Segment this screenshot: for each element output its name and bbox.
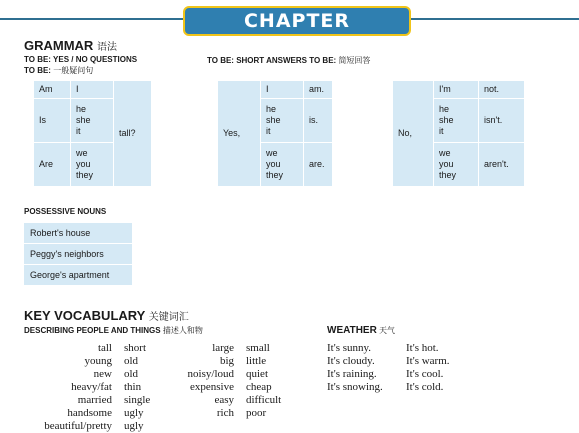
to-be-cn-subheading [24, 65, 93, 76]
vocab-word: handsome [67, 407, 112, 419]
grammar-title-cn: 语法 [96, 42, 117, 53]
question-verb: Am [34, 81, 71, 99]
weather-phrase: It's snowing. [327, 381, 383, 393]
answer-verb: aren't. [479, 143, 525, 187]
chapter-summary-banner: CHAPTER SUMMARY [183, 6, 411, 36]
question-end: tall? [114, 81, 152, 187]
weather-phrase: It's raining. [327, 368, 377, 380]
vocab-word: young [84, 355, 112, 367]
vocab-word: tall [97, 342, 112, 354]
vocab-word: little [246, 355, 267, 367]
answer-verb: am. [304, 81, 333, 99]
vocab-word: difficult [246, 394, 282, 406]
question-pronouns: we you they [71, 143, 114, 187]
vocab-word: old [124, 368, 139, 380]
possessive-item: Robert's house [24, 223, 132, 244]
yes-lead: Yes, [218, 81, 261, 187]
vocab-word: heavy/fat [71, 381, 112, 393]
answer-verb: are. [304, 143, 333, 187]
vocab-word: thin [124, 381, 142, 393]
vocab-word: ugly [124, 420, 144, 432]
weather-label: WEATHER [327, 325, 377, 336]
short-answers-cn: 简短回答 [338, 56, 371, 65]
questions-table [33, 80, 152, 187]
question-pronouns: I [71, 81, 114, 99]
weather-col-2 [406, 342, 476, 394]
describing-heading [24, 325, 203, 336]
answer-pronouns: he she it [261, 99, 304, 143]
vocab-word: old [124, 355, 139, 367]
vocab-word: new [93, 368, 112, 380]
possessive-item: Peggy's neighbors [24, 244, 132, 265]
no-lead: No, [393, 81, 434, 187]
possessive-heading: POSSESSIVE NOUNS [24, 207, 107, 216]
possessive-box [24, 223, 132, 285]
answer-verb: isn't. [479, 99, 525, 143]
vocab-word: big [219, 355, 234, 367]
answer-pronouns: he she it [434, 99, 479, 143]
question-pronouns: he she it [71, 99, 114, 143]
vocab-word: easy [214, 394, 234, 406]
grammar-heading [24, 38, 117, 53]
vocab-col-1 [20, 342, 112, 433]
vocab-word: single [124, 394, 151, 406]
answer-verb: is. [304, 99, 333, 143]
question-verb: Are [34, 143, 71, 187]
vocab-word: married [77, 394, 112, 406]
to-be-label: TO BE: [24, 66, 51, 75]
short-answers-label: TO BE: SHORT ANSWERS TO BE: [207, 56, 337, 65]
answer-pronouns: I [261, 81, 304, 99]
vocab-word: cheap [246, 381, 272, 393]
vocab-word: poor [246, 407, 267, 419]
weather-phrase: It's cloudy. [327, 355, 375, 367]
yes-no-subheading: TO BE: YES / NO QUESTIONS [24, 55, 138, 64]
vocab-title: KEY VOCABULARY [24, 308, 146, 323]
vocab-word: ugly [124, 407, 144, 419]
yes-answers-table [217, 80, 333, 187]
vocab-word: large [212, 342, 234, 354]
answer-pronouns: I'm [434, 81, 479, 99]
weather-heading [327, 325, 395, 336]
possessive-item: George's apartment [30, 270, 110, 280]
weather-phrase: It's cool. [406, 368, 444, 380]
answer-pronouns: we you they [434, 143, 479, 187]
describing-cn: 描述人和物 [162, 326, 203, 335]
vocab-word: beautiful/pretty [44, 420, 112, 432]
vocab-word: short [124, 342, 146, 354]
weather-phrase: It's warm. [406, 355, 450, 367]
weather-cn: 天气 [379, 326, 396, 335]
short-answers-subheading [207, 55, 370, 66]
vocab-word: small [246, 342, 270, 354]
vocab-col-3 [172, 342, 234, 420]
vocab-word: expensive [190, 381, 234, 393]
vocab-title-cn: 关键词汇 [148, 312, 189, 323]
answer-pronouns: we you they [261, 143, 304, 187]
weather-phrase: It's cold. [406, 381, 444, 393]
vocab-word: noisy/loud [187, 368, 234, 380]
vocab-col-4 [246, 342, 310, 420]
weather-col-1 [327, 342, 403, 394]
weather-phrase: It's hot. [406, 342, 439, 354]
vocab-word: rich [216, 407, 234, 419]
grammar-title: GRAMMAR [24, 38, 94, 53]
to-be-cn: 一般疑问句 [53, 66, 94, 75]
answer-verb: not. [479, 81, 525, 99]
vocab-heading [24, 308, 189, 323]
describing-label: DESCRIBING PEOPLE AND THINGS [24, 326, 161, 335]
vocab-word: quiet [246, 368, 268, 380]
no-answers-table [392, 80, 525, 187]
question-verb: Is [34, 99, 71, 143]
weather-phrase: It's sunny. [327, 342, 372, 354]
